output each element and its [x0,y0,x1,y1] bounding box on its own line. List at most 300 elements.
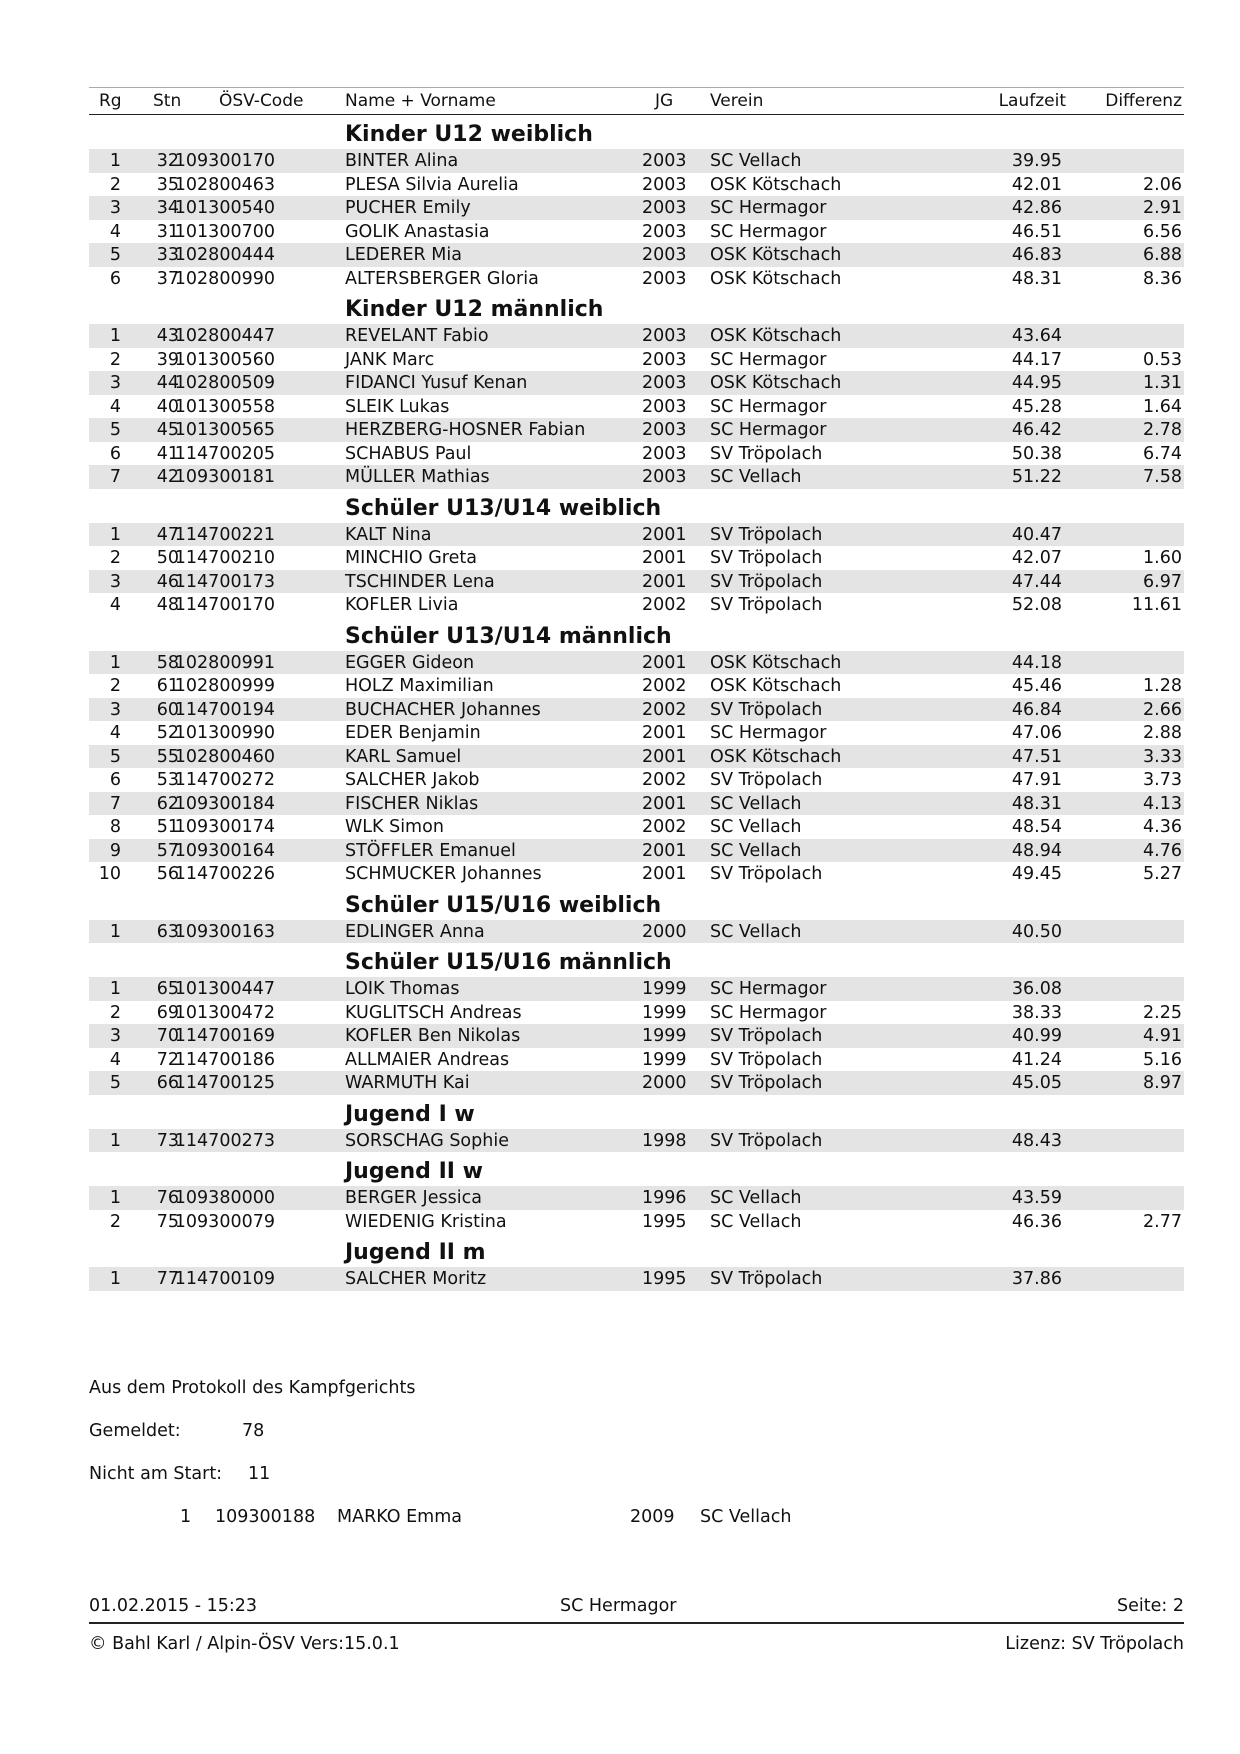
cell-start-number: 48 [156,595,179,615]
cell-name: BINTER Alina [345,151,459,171]
cell-run-time: 45.28 [1011,396,1062,417]
cell-rank: 7 [109,793,121,814]
cell-birth-year: 2003 [642,268,687,289]
cell-run-time: 43.64 [1011,326,1062,346]
cell-start-number: 42 [156,467,179,487]
cell-start-number: 63 [156,921,179,942]
cell-birth-year: 2002 [642,699,687,720]
cell-osv-code: 109300174 [174,817,275,837]
cell-birth-year: 1999 [642,979,687,999]
cell-osv-code: 114700125 [174,1073,275,1093]
dns-entry-club: SC Vellach [700,1507,792,1527]
cell-name: KOFLER Ben Nikolas [345,1026,521,1046]
cell-run-time: 47.51 [1011,746,1062,767]
cell-osv-code: 102800509 [174,373,275,393]
cell-start-number: 43 [156,326,179,346]
cell-run-time: 40.99 [1011,1026,1062,1046]
cell-rank: 1 [109,524,121,545]
cell-start-number: 55 [156,746,179,767]
footer-organizer: SC Hermagor [560,1596,677,1616]
table-row [89,839,1184,863]
cell-difference: 3.73 [1143,770,1182,790]
cell-osv-code: 109300164 [174,840,275,861]
cell-difference: 1.28 [1143,676,1182,696]
header-run-time: Laufzeit [998,91,1066,111]
cell-club: SC Vellach [710,840,802,861]
category-heading [89,1095,1184,1129]
cell-rank: 5 [109,1073,121,1093]
cell-rank: 2 [109,548,121,568]
cell-rank: 9 [109,840,121,861]
table-row [89,173,1184,197]
cell-birth-year: 2003 [642,245,687,265]
cell-run-time: 44.95 [1011,373,1062,393]
cell-name: KARL Samuel [345,746,462,767]
table-row [89,149,1184,173]
cell-start-number: 61 [156,676,179,696]
cell-rank: 1 [109,1269,121,1289]
cell-start-number: 46 [156,571,179,592]
cell-birth-year: 2001 [642,571,687,592]
table-row [89,570,1184,594]
footer-datetime: 01.02.2015 - 15:23 [89,1596,258,1616]
cell-club: SV Tröpolach [710,1026,823,1046]
cell-osv-code: 109300184 [174,793,275,814]
cell-start-number: 32 [156,151,179,171]
cell-difference: 3.33 [1143,746,1182,767]
cell-name: KOFLER Livia [345,595,459,615]
cell-difference: 4.91 [1143,1026,1182,1046]
cell-club: SC Hermagor [710,979,827,999]
cell-difference: 11.61 [1131,595,1182,615]
cell-run-time: 40.47 [1011,524,1062,545]
cell-osv-code: 114700221 [174,524,275,545]
cell-name: REVELANT Fabio [345,326,489,346]
cell-start-number: 75 [156,1211,179,1232]
cell-start-number: 65 [156,979,179,999]
cell-club: SV Tröpolach [710,1269,823,1289]
cell-start-number: 51 [156,817,179,837]
cell-name: WARMUTH Kai [345,1073,470,1093]
cell-run-time: 47.06 [1011,723,1062,743]
cell-name: SALCHER Jakob [345,770,480,790]
cell-run-time: 45.46 [1011,676,1062,696]
cell-name: SCHABUS Paul [345,443,472,464]
cell-birth-year: 2003 [642,326,687,346]
cell-name: BUCHACHER Johannes [345,699,541,720]
table-header [89,87,1184,115]
cell-osv-code: 101300472 [174,1002,275,1023]
cell-name: SALCHER Moritz [345,1269,487,1289]
cell-difference: 8.97 [1143,1073,1182,1093]
table-row [89,465,1184,489]
cell-club: SC Hermagor [710,420,827,440]
cell-osv-code: 114700186 [174,1049,275,1070]
cell-rank: 10 [98,864,121,884]
footer-page: Seite: 2 [1117,1596,1184,1616]
cell-start-number: 45 [156,420,179,440]
cell-club: SC Hermagor [710,723,827,743]
cell-difference: 2.25 [1143,1002,1182,1023]
cell-start-number: 31 [156,221,179,242]
cell-club: SV Tröpolach [710,1073,823,1093]
cell-run-time: 42.86 [1011,198,1062,218]
table-row [89,920,1184,944]
table-row [89,371,1184,395]
cell-difference: 4.13 [1143,793,1182,814]
table-row [89,324,1184,348]
header-start-number: Stn [153,91,182,111]
cell-start-number: 60 [156,699,179,720]
cell-difference: 5.27 [1143,864,1182,884]
cell-rank: 1 [109,1188,121,1208]
cell-difference: 6.74 [1143,443,1182,464]
cell-rank: 8 [109,817,121,837]
cell-name: ALTERSBERGER Gloria [345,268,539,289]
cell-club: SC Hermagor [710,396,827,417]
cell-difference: 0.53 [1143,349,1182,370]
table-row [89,862,1184,886]
cell-osv-code: 109300163 [174,921,275,942]
cell-difference: 2.77 [1143,1211,1182,1232]
category-title: Schüler U13/U14 männlich [345,623,672,649]
header-difference: Differenz [1105,91,1182,111]
cell-name: PUCHER Emily [345,198,471,218]
category-title: Schüler U13/U14 weiblich [345,495,662,521]
cell-club: SC Vellach [710,817,802,837]
cell-run-time: 44.18 [1011,652,1062,673]
cell-difference: 2.06 [1143,174,1182,195]
cell-club: SC Hermagor [710,221,827,242]
cell-run-time: 49.45 [1011,864,1062,884]
table-row [89,196,1184,220]
cell-start-number: 34 [156,198,179,218]
cell-birth-year: 2003 [642,198,687,218]
cell-birth-year: 2003 [642,443,687,464]
table-row [89,815,1184,839]
cell-osv-code: 114700272 [174,770,275,790]
cell-run-time: 48.31 [1011,268,1062,289]
cell-start-number: 33 [156,245,179,265]
cell-name: MÜLLER Mathias [345,467,490,487]
cell-osv-code: 102800444 [174,245,275,265]
cell-osv-code: 102800991 [174,652,275,673]
cell-osv-code: 101300700 [174,221,275,242]
cell-difference: 5.16 [1143,1049,1182,1070]
cell-osv-code: 101300447 [174,979,275,999]
cell-name: HERZBERG-HOSNER Fabian [345,420,586,440]
cell-osv-code: 102800990 [174,268,275,289]
category-title: Jugend II w [345,1159,483,1184]
cell-run-time: 43.59 [1011,1188,1062,1208]
cell-start-number: 50 [156,548,179,568]
cell-difference: 6.88 [1143,245,1182,265]
cell-start-number: 77 [156,1269,179,1289]
registered-value: 78 [242,1421,265,1441]
table-row [89,1210,1184,1234]
cell-birth-year: 2003 [642,151,687,171]
cell-club: SV Tröpolach [710,443,823,464]
dns-entry-nr: 1 [180,1507,192,1527]
cell-name: SLEIK Lukas [345,396,450,417]
cell-name: HOLZ Maximilian [345,676,494,696]
table-row [89,721,1184,745]
cell-difference: 4.36 [1143,817,1182,837]
cell-osv-code: 102800999 [174,676,275,696]
cell-club: SC Hermagor [710,198,827,218]
cell-rank: 3 [109,699,121,720]
cell-rank: 4 [109,396,121,417]
cell-name: SCHMUCKER Johannes [345,864,542,884]
cell-osv-code: 109380000 [174,1188,275,1208]
cell-osv-code: 102800447 [174,326,275,346]
cell-osv-code: 109300181 [174,467,275,487]
cell-osv-code: 114700194 [174,699,275,720]
cell-start-number: 39 [156,349,179,370]
category-heading [89,290,1184,324]
dns-label: Nicht am Start: [89,1464,223,1484]
cell-run-time: 38.33 [1011,1002,1062,1023]
cell-name: ALLMAIER Andreas [345,1049,510,1070]
cell-rank: 2 [109,1211,121,1232]
category-title: Jugend II m [345,1240,486,1265]
category-heading [89,115,1184,149]
cell-club: OSK Kötschach [710,373,842,393]
cell-birth-year: 2000 [642,1073,687,1093]
cell-rank: 5 [109,420,121,440]
cell-birth-year: 1998 [642,1130,687,1151]
cell-run-time: 47.91 [1011,770,1062,790]
header-name: Name + Vorname [345,91,496,111]
cell-osv-code: 101300990 [174,723,275,743]
cell-osv-code: 101300558 [174,396,275,417]
cell-club: SV Tröpolach [710,524,823,545]
cell-run-time: 46.42 [1011,420,1062,440]
cell-rank: 3 [109,198,121,218]
cell-birth-year: 2001 [642,524,687,545]
category-title: Jugend I w [345,1101,475,1127]
cell-name: WIEDENIG Kristina [345,1211,507,1232]
cell-club: SC Vellach [710,151,802,171]
footer-license: Lizenz: SV Tröpolach [1005,1634,1184,1654]
cell-name: KALT Nina [345,524,432,545]
cell-difference: 2.88 [1143,723,1182,743]
cell-rank: 4 [109,221,121,242]
table-row [89,220,1184,244]
dns-value: 11 [248,1464,271,1484]
cell-name: BERGER Jessica [345,1188,482,1208]
cell-start-number: 69 [156,1002,179,1023]
cell-rank: 5 [109,245,121,265]
cell-rank: 1 [109,652,121,673]
cell-birth-year: 2002 [642,595,687,615]
cell-run-time: 48.43 [1011,1130,1062,1151]
cell-run-time: 40.50 [1011,921,1062,942]
cell-name: EDER Benjamin [345,723,481,743]
cell-birth-year: 1999 [642,1002,687,1023]
category-title: Kinder U12 männlich [345,297,604,322]
cell-birth-year: 2002 [642,817,687,837]
cell-difference: 4.76 [1143,840,1182,861]
header-rank: Rg [99,91,122,111]
cell-start-number: 72 [156,1049,179,1070]
cell-osv-code: 102800463 [174,174,275,195]
cell-name: FIDANCI Yusuf Kenan [345,373,528,393]
cell-difference: 7.58 [1143,467,1182,487]
cell-rank: 4 [109,595,121,615]
cell-run-time: 47.44 [1011,571,1062,592]
cell-start-number: 57 [156,840,179,861]
cell-start-number: 40 [156,396,179,417]
dns-entry-name: MARKO Emma [337,1507,462,1527]
cell-start-number: 56 [156,864,179,884]
cell-club: SV Tröpolach [710,699,823,720]
cell-name: FISCHER Niklas [345,793,479,814]
table-row [89,1048,1184,1072]
cell-start-number: 66 [156,1073,179,1093]
table-row [89,442,1184,466]
cell-start-number: 58 [156,652,179,673]
cell-rank: 6 [109,770,121,790]
registered-label: Gemeldet: [89,1421,181,1441]
cell-rank: 4 [109,1049,121,1070]
cell-difference: 1.31 [1143,373,1182,393]
cell-birth-year: 2001 [642,793,687,814]
cell-name: LOIK Thomas [345,979,460,999]
dns-entry-birth-year: 2009 [630,1507,675,1527]
cell-name: STÖFFLER Emanuel [345,840,516,861]
cell-club: SC Vellach [710,793,802,814]
cell-birth-year: 2003 [642,174,687,195]
category-heading [89,617,1184,651]
table-row [89,593,1184,617]
cell-birth-year: 2003 [642,467,687,487]
cell-difference: 2.91 [1143,198,1182,218]
cell-club: SV Tröpolach [710,770,823,790]
cell-start-number: 52 [156,723,179,743]
cell-osv-code: 102800460 [174,746,275,767]
footer-rule [89,1622,1184,1624]
category-heading [89,489,1184,523]
cell-name: EDLINGER Anna [345,921,485,942]
cell-start-number: 70 [156,1026,179,1046]
cell-run-time: 41.24 [1011,1049,1062,1070]
table-row [89,348,1184,372]
cell-run-time: 39.95 [1011,151,1062,171]
cell-run-time: 36.08 [1011,979,1062,999]
cell-rank: 1 [109,326,121,346]
cell-rank: 3 [109,571,121,592]
cell-osv-code: 114700170 [174,595,275,615]
cell-difference: 6.56 [1143,221,1182,242]
cell-club: SV Tröpolach [710,595,823,615]
cell-club: SC Hermagor [710,349,827,370]
table-row [89,745,1184,769]
category-title: Kinder U12 weiblich [345,122,593,147]
cell-name: GOLIK Anastasia [345,221,490,242]
cell-difference: 6.97 [1143,571,1182,592]
cell-run-time: 46.84 [1011,699,1062,720]
cell-birth-year: 2003 [642,420,687,440]
cell-start-number: 37 [156,268,179,289]
cell-start-number: 73 [156,1130,179,1151]
cell-rank: 6 [109,268,121,289]
cell-birth-year: 2001 [642,746,687,767]
cell-club: SV Tröpolach [710,1049,823,1070]
cell-birth-year: 2003 [642,221,687,242]
cell-birth-year: 1995 [642,1211,687,1232]
table-row [89,546,1184,570]
cell-rank: 2 [109,174,121,195]
cell-birth-year: 1996 [642,1188,687,1208]
table-row [89,1071,1184,1095]
table-row [89,792,1184,816]
cell-rank: 1 [109,1130,121,1151]
cell-difference: 2.66 [1143,699,1182,720]
cell-osv-code: 114700173 [174,571,275,592]
cell-difference: 2.78 [1143,420,1182,440]
table-row [89,418,1184,442]
cell-club: SC Vellach [710,1188,802,1208]
cell-rank: 2 [109,1002,121,1023]
header-birth-year: JG [655,91,674,111]
protocol-title: Aus dem Protokoll des Kampfgerichts [89,1378,416,1398]
cell-osv-code: 114700109 [174,1269,275,1289]
cell-rank: 3 [109,1026,121,1046]
category-heading [89,1233,1184,1267]
cell-run-time: 48.54 [1011,817,1062,837]
cell-name: TSCHINDER Lena [345,571,495,592]
cell-club: OSK Kötschach [710,676,842,696]
table-row [89,1001,1184,1025]
cell-birth-year: 2000 [642,921,687,942]
cell-osv-code: 101300565 [174,420,275,440]
cell-run-time: 48.94 [1011,840,1062,861]
cell-birth-year: 2001 [642,652,687,673]
cell-osv-code: 114700210 [174,548,275,568]
table-row [89,395,1184,419]
cell-osv-code: 114700205 [174,443,275,464]
cell-difference: 1.60 [1143,548,1182,568]
table-row [89,523,1184,547]
cell-birth-year: 2002 [642,676,687,696]
cell-osv-code: 101300560 [174,349,275,370]
cell-difference: 1.64 [1143,396,1182,417]
cell-birth-year: 2001 [642,840,687,861]
table-row [89,1129,1184,1153]
cell-run-time: 52.08 [1011,595,1062,615]
cell-start-number: 44 [156,373,179,393]
category-heading [89,886,1184,920]
cell-run-time: 46.83 [1011,245,1062,265]
cell-name: KUGLITSCH Andreas [345,1002,522,1023]
cell-birth-year: 1999 [642,1026,687,1046]
cell-rank: 4 [109,723,121,743]
cell-birth-year: 2003 [642,373,687,393]
cell-club: SC Vellach [710,467,802,487]
category-title: Schüler U15/U16 weiblich [345,892,662,918]
table-row [89,674,1184,698]
cell-osv-code: 109300170 [174,151,275,171]
cell-birth-year: 2001 [642,723,687,743]
cell-birth-year: 1999 [642,1049,687,1070]
cell-run-time: 42.07 [1011,548,1062,568]
table-row [89,1267,1184,1291]
cell-club: OSK Kötschach [710,245,842,265]
cell-name: LEDERER Mia [345,245,462,265]
cell-start-number: 76 [156,1188,179,1208]
cell-club: OSK Kötschach [710,174,842,195]
